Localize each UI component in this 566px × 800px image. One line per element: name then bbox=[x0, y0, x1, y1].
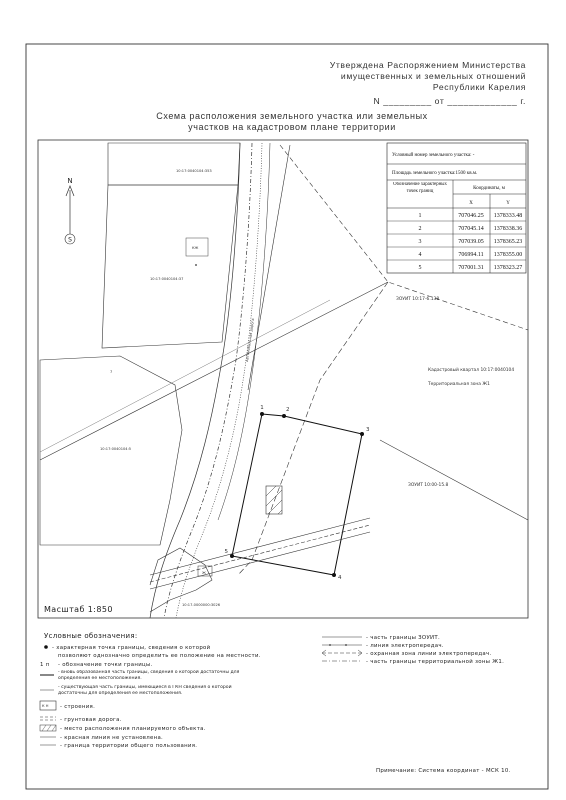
parcel-5-label: 10:17:0040104:5 bbox=[100, 447, 132, 451]
col-point-header: Обозначение характерных точек границ bbox=[393, 182, 447, 194]
title-line-2: участков на кадастровом плане территории bbox=[188, 122, 396, 132]
col-coords-header: Координаты, м bbox=[473, 186, 505, 191]
territorial-zone-label: Территориальная зона Ж1 bbox=[428, 382, 490, 387]
zouit-1-label: ЗОУИТ 10:17-6.138 bbox=[396, 297, 440, 302]
point-1-label: 1 bbox=[260, 405, 264, 411]
parcel-353-label: 10:17:0040104:353 bbox=[176, 169, 212, 173]
north-label: N bbox=[67, 177, 73, 185]
point-3-marker bbox=[360, 432, 364, 436]
point-4-label: 4 bbox=[338, 575, 342, 581]
parcel-353-outline bbox=[108, 143, 240, 185]
approval-line-1: Утверждена Распоряжением Министерства bbox=[329, 60, 526, 70]
road-corridor bbox=[150, 143, 270, 618]
table-cell-x: 707045.14 bbox=[458, 226, 484, 232]
table-cell-point: 1 bbox=[418, 213, 422, 219]
table-cell-x: 707001.31 bbox=[458, 265, 484, 271]
table-cell-x: 707046.25 bbox=[458, 213, 484, 219]
title-line-1: Схема расположения земельного участка или земельных bbox=[156, 111, 428, 121]
legend-item-point: - характерная точка границы, сведения о которой bbox=[52, 645, 211, 651]
legend-item-existing-boundary: - существующая часть границы, имеющиеся в ГКН сведения о которой достаточны для определения ее местоположения. bbox=[58, 685, 232, 696]
legend-item-red-line: - красная линия не установлена. bbox=[60, 735, 164, 741]
point-4-marker bbox=[332, 573, 336, 577]
legend-point-label-marker: 1 п bbox=[40, 662, 50, 668]
parcel-37-label: 10:17:0040104:37 bbox=[150, 277, 184, 281]
point-1-marker bbox=[260, 412, 264, 416]
building-label-kzh: КЖ bbox=[192, 246, 199, 250]
legend-title: Условные обозначения: bbox=[44, 632, 138, 640]
order-number: N _________ от _____________ г. bbox=[373, 96, 526, 106]
legend bbox=[40, 632, 511, 774]
table-cell-y: 1378365.23 bbox=[493, 239, 523, 245]
road-label: Автомобильная дорога bbox=[245, 318, 256, 363]
building-label-zh: Ж bbox=[202, 571, 206, 575]
parcel-37-outline bbox=[102, 185, 238, 348]
map-area bbox=[38, 140, 528, 618]
coordinates-table bbox=[387, 143, 526, 273]
compass-rose bbox=[65, 177, 75, 244]
approval-line-2: имущественных и земельных отношений bbox=[340, 71, 526, 81]
legend-item-power-zone: - охранная зона линии электропередач. bbox=[366, 651, 492, 657]
table-cell-y: 1378333.48 bbox=[493, 213, 523, 219]
cadastral-quarter-label: Кадастровый квартал 10:17:0040104 bbox=[428, 368, 515, 373]
point-3-label: 3 bbox=[366, 427, 370, 433]
legend-item-new-boundary: - вновь образованная часть границы, сведения о которой достаточны для определения ее местоположения. bbox=[58, 670, 240, 681]
point-5-marker bbox=[230, 554, 234, 558]
point-2-marker bbox=[282, 414, 286, 418]
south-label: S bbox=[68, 236, 72, 244]
table-cell-x: 707039.05 bbox=[458, 239, 484, 245]
legend-item-point-label: - обозначение точки границы. bbox=[58, 662, 153, 668]
legend-hatch-icon bbox=[40, 725, 56, 731]
power-protection-zone bbox=[150, 518, 370, 589]
power-line bbox=[40, 282, 388, 460]
legend-item-point-cont: позволяют однозначно определить ее положение на местности. bbox=[58, 653, 261, 659]
col-y-header: Y bbox=[506, 201, 510, 206]
legend-item-territorial-zone: - часть границы территориальной зоны Ж1. bbox=[366, 659, 505, 665]
point-5-label: 5 bbox=[224, 549, 228, 555]
scale-label: Масштаб 1:850 bbox=[44, 605, 113, 614]
approval-line-3: Республики Карелия bbox=[432, 82, 526, 92]
table-cell-y: 1378323.27 bbox=[493, 265, 523, 271]
legend-item-zouit: - часть границы ЗОУИТ. bbox=[366, 635, 440, 641]
col-x-header: X bbox=[469, 201, 473, 206]
zouit-2-label: ЗОУИТ 10:00-15.8 bbox=[408, 483, 449, 488]
table-cell-point: 5 bbox=[418, 265, 422, 271]
boundary-points bbox=[225, 405, 371, 581]
legend-item-dirt-road: - грунтовая дорога. bbox=[60, 717, 122, 723]
table-cell-y: 1378338.36 bbox=[493, 226, 523, 232]
parcel-number-label: Условный номер земельного участка: - bbox=[392, 153, 475, 158]
legend-item-planned-object: - место расположения планируемого объекта. bbox=[60, 726, 206, 732]
table-cell-x: 706994.11 bbox=[458, 252, 484, 258]
legend-item-power-line: - линия электропередач. bbox=[366, 643, 444, 649]
legend-item-public-territory: - граница территории общего пользования. bbox=[60, 743, 198, 749]
building-label-7: 7 bbox=[110, 370, 113, 374]
planned-object-hatch bbox=[266, 486, 282, 514]
parcel-area-label: Площадь земельного участка:1500 кв.м. bbox=[392, 171, 478, 176]
table-cell-y: 1378355.00 bbox=[493, 252, 523, 258]
point-2-label: 2 bbox=[286, 407, 290, 413]
legend-point-marker bbox=[44, 645, 48, 649]
table-cell-point: 4 bbox=[418, 252, 422, 258]
parcel-3026-label: 10:17-0000000:3026 bbox=[182, 603, 221, 607]
table-cell-point: 3 bbox=[418, 239, 422, 245]
legend-item-buildings: - строения. bbox=[60, 704, 96, 710]
table-cell-point: 2 bbox=[418, 226, 422, 232]
coordinate-system-note: Примечание: Система координат - МСК 10. bbox=[376, 768, 511, 774]
legend-building-marker: К Н bbox=[42, 704, 49, 708]
